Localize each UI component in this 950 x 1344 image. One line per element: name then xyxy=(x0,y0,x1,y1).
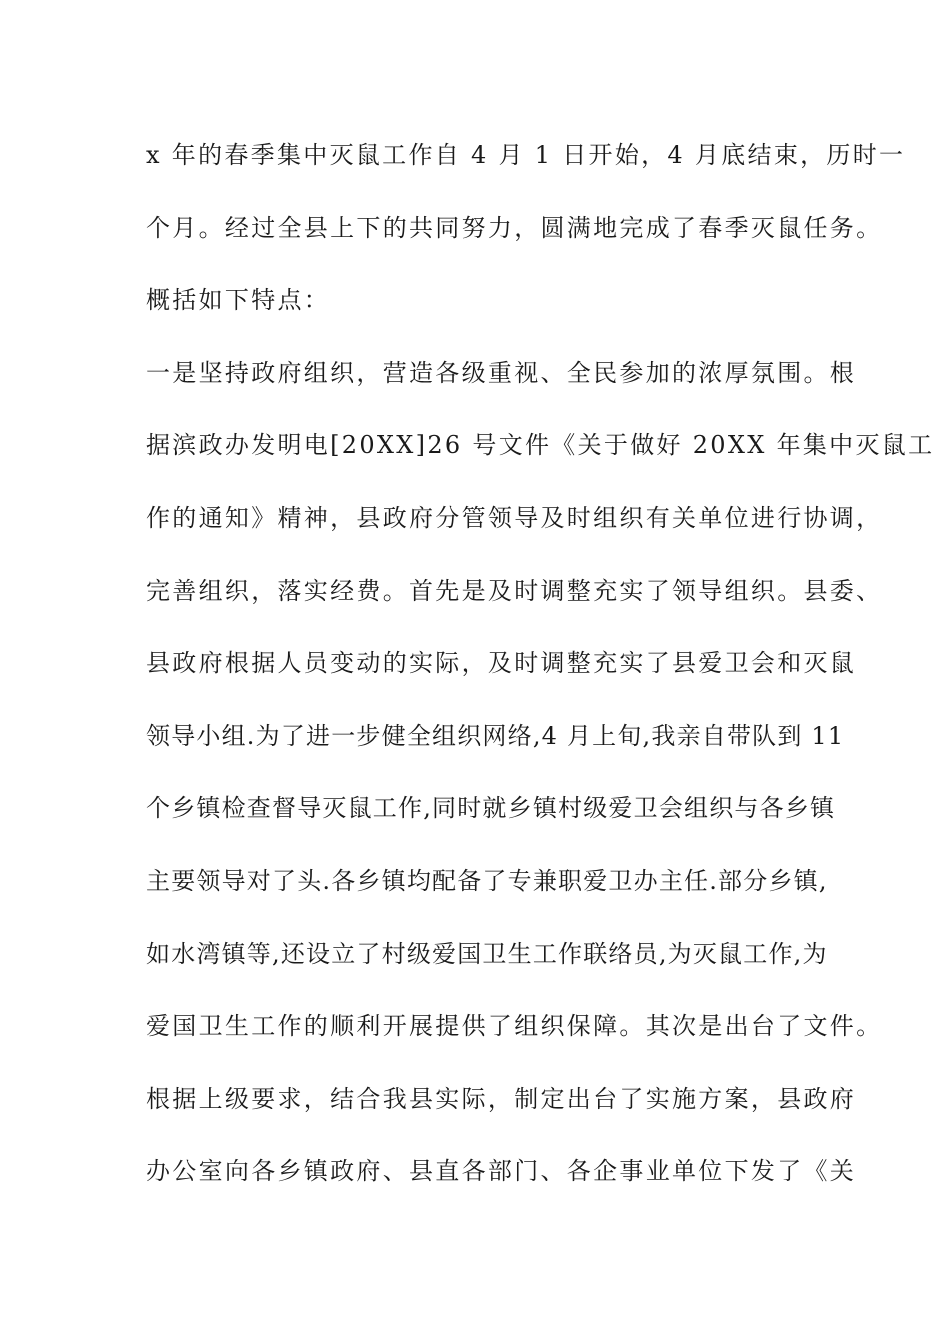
text-line: 如水湾镇等,还设立了村级爱国卫生工作联络员,为灭鼠工作,为 xyxy=(146,939,828,968)
text-line: 完善组织，落实经费。首先是及时调整充实了领导组织。县委、 xyxy=(146,576,883,605)
text-line: 一是坚持政府组织，营造各级重视、全民参加的浓厚氛围。根 xyxy=(146,358,857,387)
text-line: 县政府根据人员变动的实际，及时调整充实了县爱卫会和灭鼠 xyxy=(146,649,857,678)
text-line: 领导小组.为了进一步健全组织网络,4 月上旬,我亲自带队到 11 xyxy=(146,721,845,750)
body-text xyxy=(146,131,935,1220)
text-line: 个月。经过全县上下的共同努力，圆满地完成了春季灭鼠任务。 xyxy=(146,213,883,242)
text-line: 主要领导对了头.各乡镇均配备了专兼职爱卫办主任.部分乡镇, xyxy=(146,866,828,895)
text-line: 爱国卫生工作的顺利开展提供了组织保障。其次是出台了文件。 xyxy=(146,1012,883,1041)
text-line: 个乡镇检查督导灭鼠工作,同时就乡镇村级爱卫会组织与各乡镇 xyxy=(146,794,836,823)
text-line: 办公室向各乡镇政府、县直各部门、各企事业单位下发了《关 xyxy=(146,1157,857,1186)
text-line: 据滨政办发明电[20XX]26 号文件《关于做好 20XX 年集中灭鼠工 xyxy=(146,431,935,460)
text-line: 作的通知》精神，县政府分管领导及时组织有关单位进行协调， xyxy=(146,503,883,532)
text-line: 根据上级要求，结合我县实际，制定出台了实施方案，县政府 xyxy=(146,1084,857,1113)
text-line: 概括如下特点： xyxy=(146,286,331,315)
text-line: x 年的春季集中灭鼠工作自 4 月 1 日开始，4 月底结束，历时一 xyxy=(146,141,906,169)
